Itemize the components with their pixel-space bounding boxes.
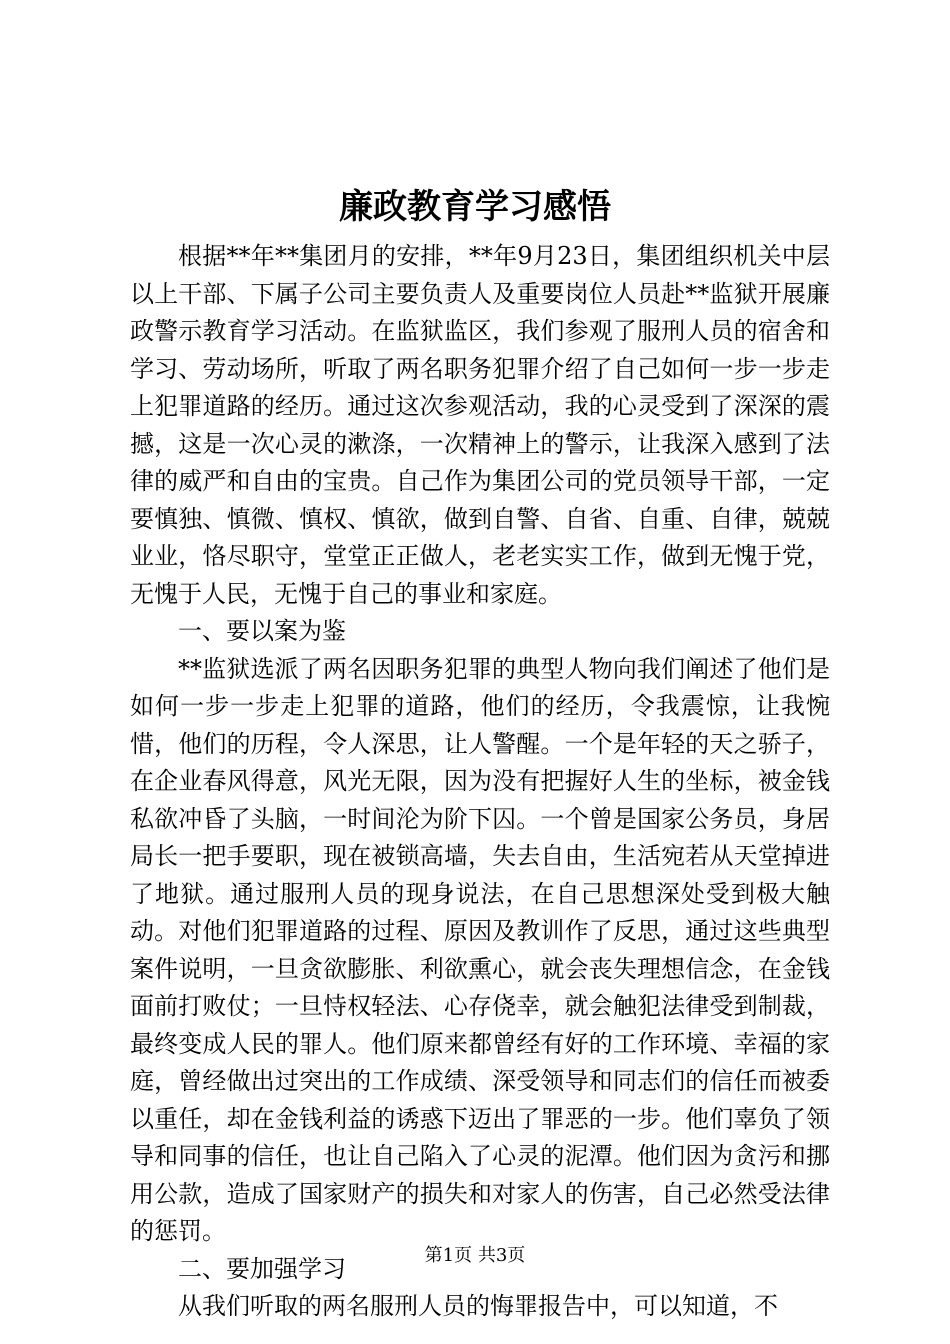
page-footer: 第1页 共3页 (424, 1245, 526, 1266)
section-heading-2: 二、要加强学习 (178, 1254, 346, 1283)
section-heading-1: 一、要以案为鉴 (178, 617, 346, 645)
paragraph-intro: 根据**年**集团月的安排，**年9月23日，集团组织机关中层以上干部、下属子公司主要负责人及重要岗位人员赴**监狱开展廉政警示教育学习活动。在监狱监区，我们参观了服刑人员的宿舍和学习、劳动场所，听取了两名职务犯罪介绍了自己如何一步一步走上犯罪道路的经历。通过这次参观活动，我的心灵受到了深深的震撼，这是一次心灵的漱涤，一次精神上的警示，让我深入感到了法律的威严和自由的宝贵。自己作为集团公司的党员领导干部，一定要慎独、慎微、慎权、慎欲，做到自警、自省、自重、自律，兢兢业业，恪尽职守，堂堂正正做人，老老实实工作，做到无愧于党，无愧于人民，无愧于自己的事业和家庭。 (130, 242, 830, 608)
document-title: 廉政教育学习感悟 (339, 187, 611, 227)
paragraph-section-2: 从我们听取的两名服刑人员的悔罪报告中，可以知道，不 (178, 1292, 778, 1320)
paragraph-section-1: **监狱选派了两名因职务犯罪的典型人物向我们阐述了他们是如何一步一步走上犯罪的道路，他们的经历，令我震惊，让我惋惜，他们的历程，令人深思，让人警醒。一个是年轻的天之骄子，在企业春风得意，风光无限，因为没有把握好人生的坐标，被金钱私欲冲昏了头脑，一时间沦为阶下囚。一个曾是国家公务员，身居局长一把手要职，现在被锁高墙，失去自由，生活宛若从天堂掉进了地狱。通过服刑人员的现身说法，在自己思想深处受到极大触动。对他们犯罪道路的过程、原因及教训作了反思，通过这些典型案件说明，一旦贪欲膨胀、利欲熏心，就会丧失理想信念，在金钱面前打败仗；一旦恃权轻法、心存侥幸，就会触犯法律受到制裁，最终变成人民的罪人。他们原来都曾经有好的工作环境、幸福的家庭，曾经做出过突出的工作成绩、深受领导和同志们的信任而被委以重任，却在金钱利益的诱惑下迈出了罪恶的一步。他们辜负了领导和同事的信任，也让自己陷入了心灵的泥潭。他们因为贪污和挪用公款，造成了国家财产的损失和对家人的伤害，自己必然受法律的惩罚。 (130, 654, 830, 1245)
document-body (130, 238, 830, 1326)
